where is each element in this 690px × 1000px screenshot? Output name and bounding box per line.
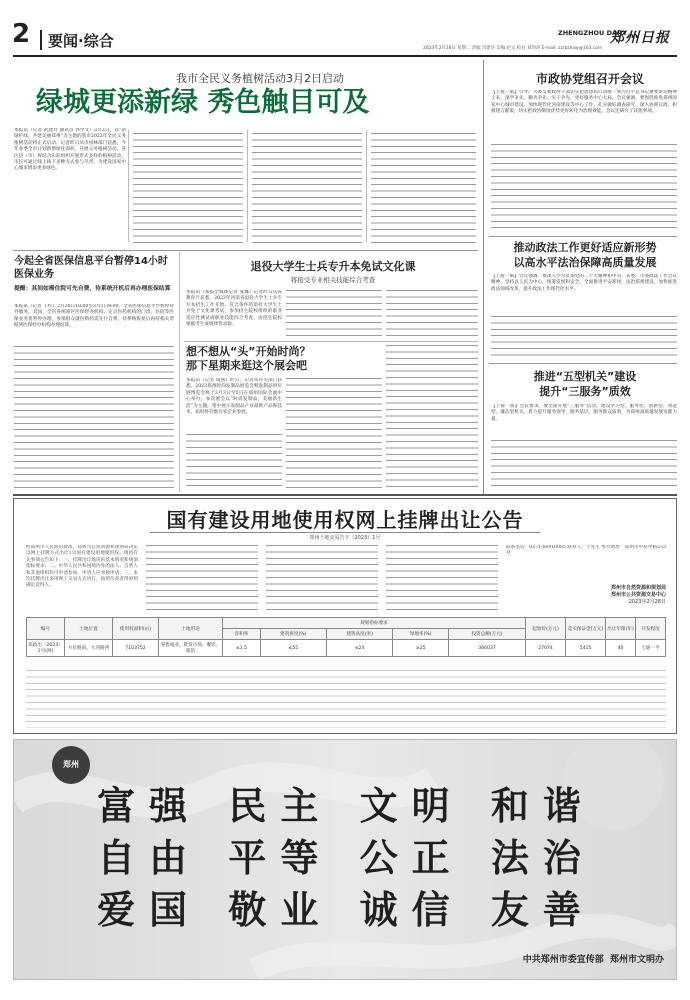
table-header: 土地用途 (159, 618, 223, 640)
slogan-word: 和谐 (490, 784, 595, 828)
public-service-ad (13, 739, 677, 980)
expo-body-cont (186, 434, 282, 490)
college-title: 退役大学生士兵专升本免试文化课 (250, 260, 416, 273)
table-cell: 27074 (526, 640, 566, 657)
cppcc-title: 市政协党组召开会议 (536, 72, 645, 86)
slogan-row-2 (14, 836, 677, 880)
table-header: 容积率 (223, 629, 261, 640)
insurance-body-cont (14, 346, 174, 490)
slogan-word: 敬业 (228, 888, 333, 932)
land-notice-col2 (146, 545, 258, 611)
slogan-word: 爱国 (97, 888, 202, 932)
col-rule (179, 252, 180, 492)
table-cell: 七通一平 (636, 640, 666, 657)
expo-body-col2 (286, 378, 382, 490)
expo-title-2: 那下星期来逛这个展会吧 (186, 359, 307, 372)
table-header: 编号 (27, 618, 65, 640)
table-header: 使用权面积(㎡) (113, 618, 159, 640)
tree-body-col4 (371, 133, 476, 243)
insurance-title: 今起全省医保信息平台暂停14小时医保业务 (14, 256, 168, 280)
land-notice-footer-text (26, 670, 666, 728)
table-header: 绿地率(%) (393, 629, 449, 640)
expo-title-1: 想不想从“头”开始时尚？ (186, 345, 311, 358)
table-cell: 366037 (449, 640, 526, 657)
slogan-word: 公正 (359, 836, 464, 880)
section-name: 要闻·综合 (48, 32, 114, 50)
insurance-body: 本报讯（记者 王红）2月28日18:00至3月1日8:00，全省医保信息平台暂停对外服务。其间，全省各统筹区医保经办机构、定点医药机构的门诊、住院等医保业务将暂停办理，参保群众就医购药需先行自费，待系统恢复后再持相关票据到医保经办机构办理结算。 (14, 304, 174, 329)
organ-title-1: 推进“五型机关”建设 (533, 370, 637, 383)
slogan-word: 文明 (359, 784, 464, 828)
section-rule (13, 494, 677, 496)
page-number: 2 (12, 19, 31, 49)
table-header: 竞买保证金(万元) (566, 618, 606, 640)
land-notice-col3 (266, 545, 378, 611)
table-group-header: 规划指标要求 (223, 618, 526, 629)
section-rule (13, 250, 478, 251)
table-header: 起始价(万元) (526, 618, 566, 640)
land-notice-date: 2023年2月28日 (628, 599, 666, 605)
college-body-col3 (386, 290, 478, 336)
land-parcel-table (26, 617, 666, 657)
organ-body-cont (491, 440, 677, 490)
tree-kicker: 我市全民义务植树活动3月2日启动 (176, 72, 344, 85)
land-notice-col4 (386, 545, 498, 611)
table-cell: 40 (606, 640, 636, 657)
expo-body-col3 (386, 345, 478, 490)
organ-title-2: 提升“三服务”质效 (539, 385, 631, 398)
table-header: 建筑高度(米) (326, 629, 393, 640)
land-notice-contact: 联系电话：0371-66910085 联系人：于先生 单位地址：郑州市中原中路233号 (506, 545, 666, 557)
header-divider (40, 30, 42, 50)
college-body: 本报讯（郑报全媒体记者 张娜）记者昨日从省教育厅获悉，2023年河南省退役大学生士兵专升本招生工作开始。符合条件的退役大学生士兵免于文化课考试，参加招生院校组织的职业适应性测试或职业技能综合考查，由招生院校根据考生成绩择优录取。 (186, 290, 282, 328)
slogan-row-3 (14, 888, 677, 932)
slogan-word: 平等 (228, 836, 333, 880)
slogan-word: 诚信 (359, 888, 464, 932)
table-cell: 郑政出〔2023〕1号(网) (27, 640, 65, 657)
table-cell: ≥25 (393, 640, 449, 657)
law-title-1: 推动政法工作更好适应新形势 (513, 241, 657, 254)
land-notice-title: 国有建设用地使用权网上挂牌出让公告 (166, 508, 524, 532)
section-rule (184, 341, 478, 342)
organ-body: 【上接一版】会议要求，要全面开展“三服务”活动，建设学习型、服务型、创新型、效能型、廉洁型机关，着力提升服务领导、服务基层、服务群众质效，为郑州高质量发展贡献力量。 (491, 404, 677, 422)
title-rule (150, 532, 540, 533)
slogan-word: 民主 (228, 784, 333, 828)
table-cell: ≤1.5 (223, 640, 261, 657)
section-rule (489, 236, 677, 237)
college-subtitle: 将接受专业相关技能综合考查 (290, 276, 376, 284)
slogan-word: 富强 (97, 784, 202, 828)
ad-logo-text: 郑州 (63, 760, 79, 769)
slogan-row-1 (14, 784, 677, 828)
table-cell: ≤55 (260, 640, 326, 657)
page-column-divider (483, 60, 484, 495)
cppcc-body-cont (491, 144, 677, 232)
insurance-subtitle: 提醒：其间如需住院可先自费，待系统开机后再办理医保结算 (14, 286, 171, 292)
masthead-english: ZHENGZHOU DAILY (558, 29, 628, 37)
college-body-col2 (286, 290, 382, 336)
land-notice-number: 郑州土地交易告字（2023）1号 (309, 535, 381, 541)
table-cell: 5415 (566, 640, 606, 657)
tree-body-col3 (252, 133, 362, 243)
law-title-2: 以高水平法治保障高质量发展 (513, 256, 657, 269)
header-info: 2023年2月28日 星期二 责编 肖建华 美编 赵文 校对 刘剑涛 E-mail: zzrbzhxw@163.com (423, 46, 603, 51)
col-rule (247, 130, 248, 242)
cppcc-body: 【上接一版】引导广大委员和政协干部切实把思想和行动统一到习近平总书记重要讲话精神上来，深学争先、勤为争先、实干争先，更好服务中心大局。会议强调，要围绕推进郑州国家中心城市建设、加快现代化河南建设等中心工作，扎实做好调查研究，深入协商议政，积极建言献策，切实把政协制度优势更好转化为治理效能。会议还研究了其他事项。 (491, 90, 677, 115)
slogan-word: 法治 (490, 836, 595, 880)
land-notice-body: 经郑州市人民政府批准，郑州市自然资源和规划局决定以网上挂牌方式出让1宗国有建设用地使用权。现将有关事项公告如下：一、挂牌出让地块的基本情况和规划指标要求；二、中华人民共和国境内外的法人、自然人和其他组织均可申请参加，申请人应单独申请；三、本次挂牌出让采用网上交易方式进行，按照价高者得原则确定竞得人。 (26, 545, 138, 589)
tree-body: 本报讯（记者 武建玲 通讯员 郭学文）3月2日，以“添绿护绿，共建美丽郑州”为主题的我市2023年全民义务植树活动将正式启动。记者昨日从市园林部门获悉，今年春季全市计划新增绿化面积，开展义务植树活动，各区县（市）将结合实际组织开展形式多样的植树活动，市民可通过线上线下多种方式参与尽责，为建设国家中心城市增添更多绿色。 (14, 128, 126, 172)
col-rule (128, 130, 129, 242)
table-header: 投资总额(万元) (449, 629, 526, 640)
section-rule (489, 363, 677, 364)
table-cell: ≤24 (326, 640, 393, 657)
table-header: 建筑密度(%) (260, 629, 326, 640)
law-body: 【上接一版】会议强调，要深入学习贯彻党的二十大精神和中央、省委、市委政法工作会议精神，坚持以人民为中心，统筹发展和安全，全面推进平安郑州、法治郑州建设，加快推进政法领域改革，提升政法工作现代化水平。 (491, 274, 677, 292)
table-cell: 零售商业、批发市场、餐饮、旅馆 (159, 640, 223, 657)
expo-body: 本报讯（记者 成燕）昨日，记者从有关部门获悉，2023郑州时尚发制品展览会暨发制品供应链博览会将于3月3日至5日在郑州国际会展中心举行。本次展会以“时尚发制品，美丽新生活”为主题，集中展示发制品产业最新产品和技术，届时将有数百家企业参展。 (186, 378, 282, 416)
header-rule (13, 55, 677, 57)
land-notice-signature-2: 郑州市公共资源交易中心 (610, 592, 666, 598)
table-header: 开发程度 (636, 618, 666, 640)
table-cell: 7103752 (113, 640, 159, 657)
land-notice-signature-1: 郑州市自然资源和规划局 (610, 585, 666, 591)
slogan-word: 友善 (490, 888, 595, 932)
slogan-word: 自由 (97, 836, 202, 880)
table-cell: 方位路南、大河路西 (65, 640, 113, 657)
table-header: 出让年限(年) (606, 618, 636, 640)
col-rule (366, 130, 367, 242)
table-header: 土地位置 (65, 618, 113, 640)
tree-title: 绿城更添新绿 秀色触目可及 (36, 87, 370, 118)
law-body-cont (491, 316, 677, 358)
ad-credit: 中共郑州市委宣传部 郑州市文明办 (522, 955, 664, 965)
table-row (27, 640, 666, 657)
tree-body-col2 (133, 133, 243, 243)
masthead-logo: 郑州日报 (610, 30, 670, 46)
